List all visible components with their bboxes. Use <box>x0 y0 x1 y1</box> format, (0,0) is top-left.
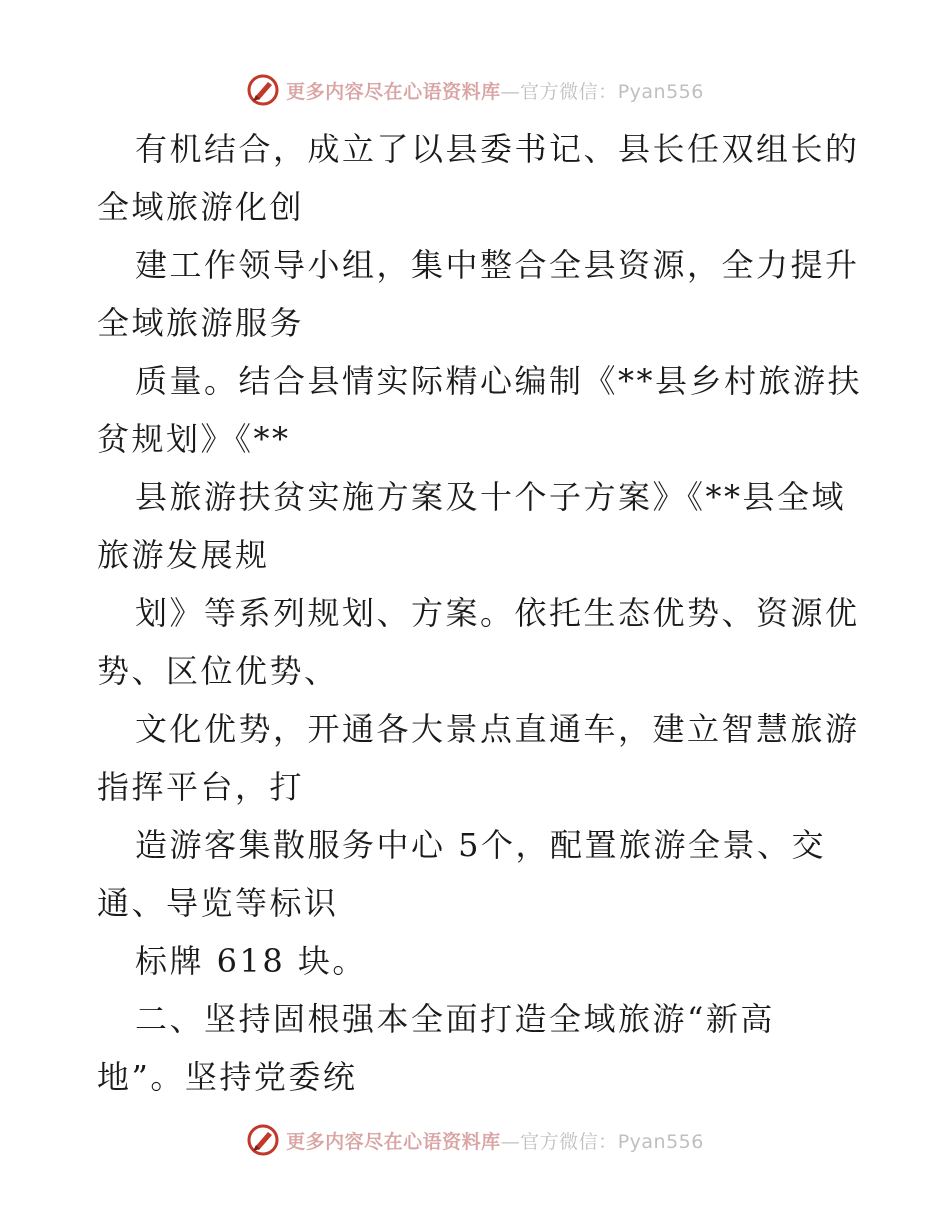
body-line: 质量。结合县情实际精心编制《**县乡村旅游扶 <box>135 362 863 400</box>
body-line: 有机结合，成立了以县委书记、县长任双组长的 <box>135 130 860 168</box>
body-line: 地”。坚持党委统 <box>97 1058 358 1096</box>
body-line: 全域旅游服务 <box>97 304 305 342</box>
body-line: 文化优势，开通各大景点直通车，建立智慧旅游 <box>135 710 860 748</box>
header-watermark-text: 更多内容尽在心语资料库—官方微信：Pyan556 <box>286 80 704 103</box>
document-body <box>97 120 863 1106</box>
body-line: 建工作领导小组，集中整合全县资源，全力提升 <box>135 246 860 284</box>
body-line: 势、区位优势、 <box>97 652 339 690</box>
body-line: 贫规划》《** <box>97 420 291 458</box>
body-line: 旅游发展规 <box>97 536 270 574</box>
body-line: 造游客集散服务中心 5个，配置旅游全景、交 <box>135 826 827 864</box>
body-line: 全域旅游化创 <box>97 188 305 226</box>
footer-watermark-banner <box>0 1122 950 1158</box>
body-line: 划》等系列规划、方案。依托生态优势、资源优 <box>135 594 860 632</box>
body-line: 指挥平台，打 <box>97 768 305 806</box>
section-heading-line: 二、坚持固根强本全面打造全域旅游“新高 <box>135 1000 775 1038</box>
body-line: 通、导览等标识 <box>97 884 339 922</box>
brush-pen-logo-icon <box>246 73 280 107</box>
header-watermark-banner <box>0 72 950 108</box>
brush-pen-logo-icon <box>246 1123 280 1157</box>
body-line: 标牌 618 块。 <box>135 942 367 980</box>
footer-watermark-text: 更多内容尽在心语资料库—官方微信：Pyan556 <box>286 1130 704 1153</box>
body-line: 县旅游扶贫实施方案及十个子方案》《**县全域 <box>135 478 847 516</box>
